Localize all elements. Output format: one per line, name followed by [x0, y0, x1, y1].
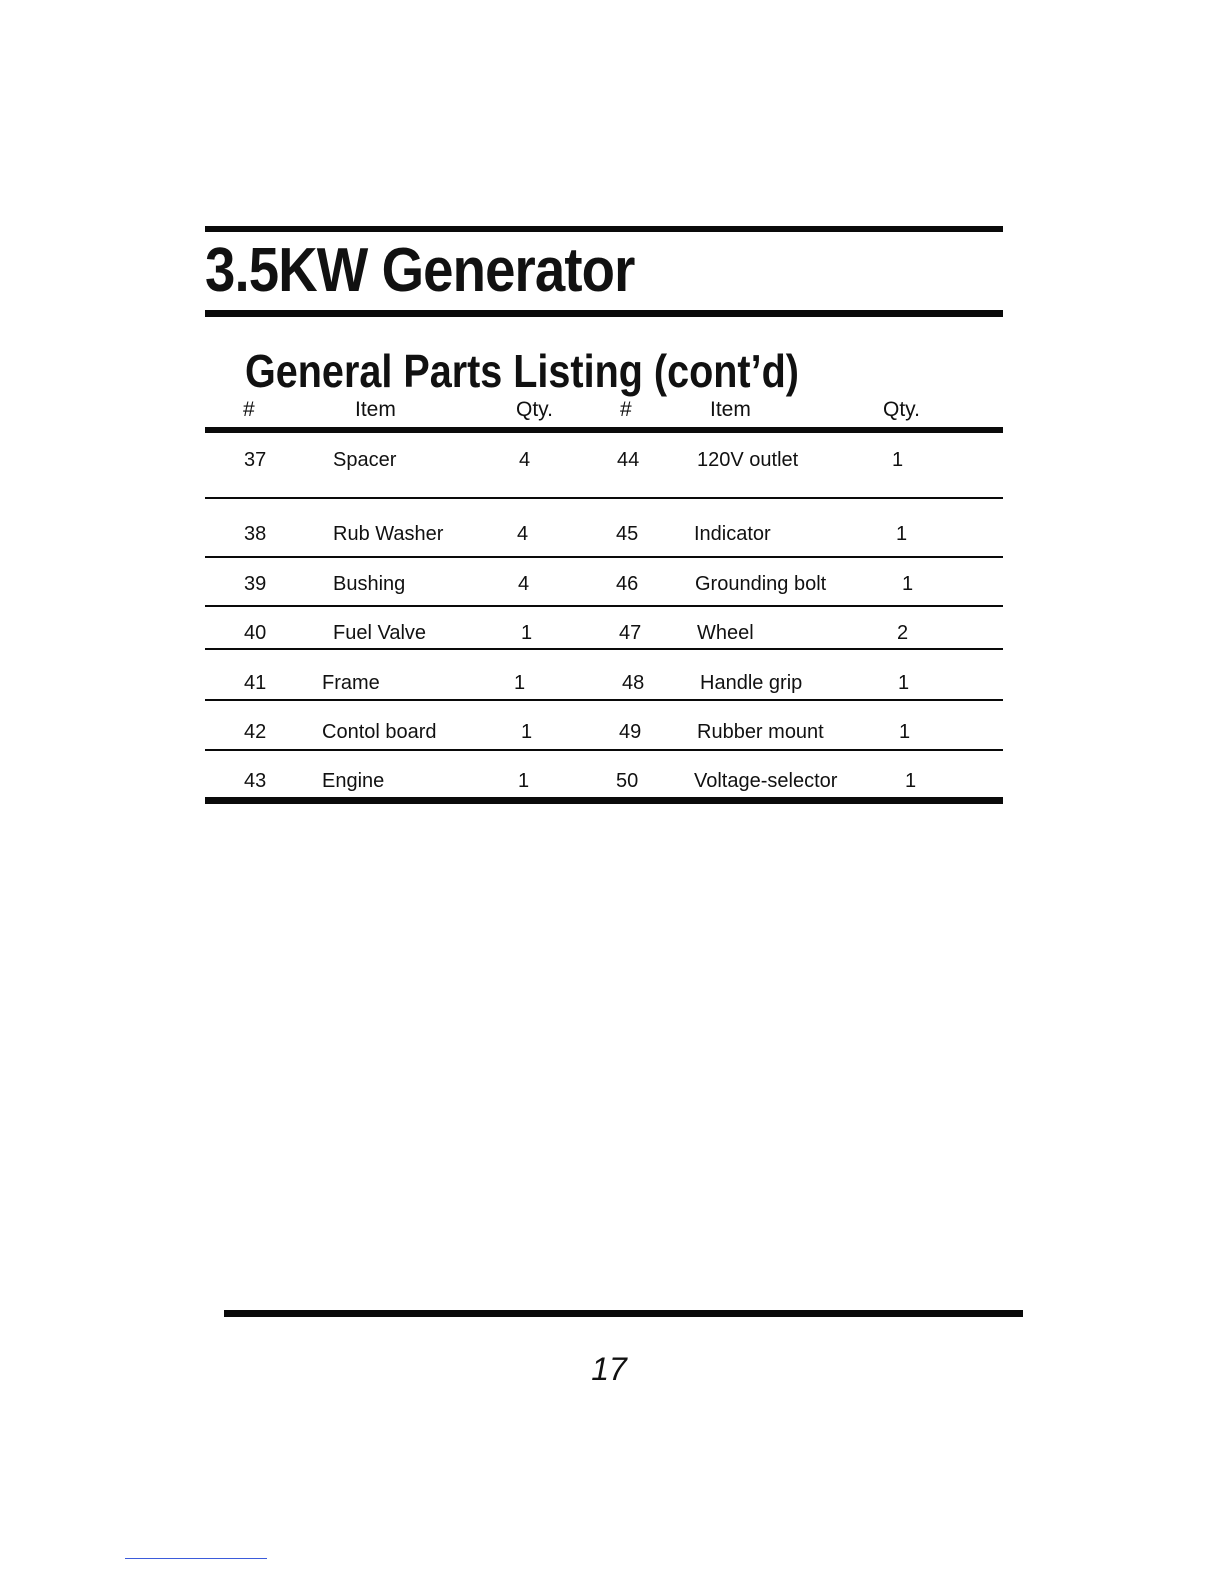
row-item-right: 120V outlet — [697, 449, 799, 471]
row-item-right: Handle grip — [700, 672, 803, 694]
row-num-left: 39 — [244, 573, 267, 595]
row-num-left: 37 — [244, 449, 267, 471]
header-qty-right: Qty. — [883, 398, 920, 421]
header-num-left: # — [243, 398, 255, 421]
row-qty-left: 4 — [518, 573, 530, 595]
row-num-left: 41 — [244, 672, 267, 694]
table-bottom-rule — [205, 797, 1003, 804]
row-item-left: Bushing — [333, 573, 406, 595]
row-num-right: 45 — [616, 523, 639, 545]
header-qty-left: Qty. — [516, 398, 553, 421]
row-item-right: Rubber mount — [697, 721, 824, 743]
footer-rule — [224, 1310, 1023, 1317]
row-qty-left: 1 — [521, 622, 533, 644]
row-item-right: Wheel — [697, 622, 754, 644]
row-qty-right: 1 — [902, 573, 914, 595]
row-item-left: Contol board — [322, 721, 437, 743]
page-number: 17 — [591, 1351, 627, 1387]
header-item-right: Item — [710, 398, 751, 421]
row-num-right: 44 — [617, 449, 640, 471]
row-divider — [205, 497, 1003, 499]
row-qty-right: 1 — [892, 449, 904, 471]
row-qty-right: 1 — [896, 523, 908, 545]
row-qty-left: 1 — [514, 672, 526, 694]
row-qty-right: 1 — [905, 770, 917, 792]
row-item-right: Voltage-selector — [694, 770, 838, 792]
header-num-right: # — [620, 398, 632, 421]
row-num-left: 42 — [244, 721, 267, 743]
row-num-right: 48 — [622, 672, 645, 694]
row-item-left: Engine — [322, 770, 385, 792]
row-qty-left: 4 — [517, 523, 529, 545]
row-qty-right: 1 — [899, 721, 911, 743]
title-top-rule — [205, 226, 1003, 232]
row-qty-right: 1 — [898, 672, 910, 694]
row-divider — [205, 749, 1003, 751]
row-qty-left: 4 — [519, 449, 531, 471]
row-num-left: 40 — [244, 622, 267, 644]
row-item-left: Frame — [322, 672, 380, 694]
row-divider — [205, 648, 1003, 650]
row-num-left: 38 — [244, 523, 267, 545]
section-title: General Parts Listing (cont’d) — [245, 345, 799, 397]
row-num-right: 49 — [619, 721, 642, 743]
title-bottom-rule — [205, 310, 1003, 317]
row-divider — [205, 605, 1003, 607]
row-num-left: 43 — [244, 770, 267, 792]
row-qty-left: 1 — [521, 721, 533, 743]
row-num-right: 47 — [619, 622, 642, 644]
row-item-right: Indicator — [694, 523, 771, 545]
row-num-right: 46 — [616, 573, 639, 595]
row-item-left: Spacer — [333, 449, 397, 471]
row-qty-right: 2 — [897, 622, 909, 644]
table-header-rule — [205, 427, 1003, 433]
row-item-left: Fuel Valve — [333, 622, 427, 644]
row-divider — [205, 556, 1003, 558]
hyperlink-underline[interactable] — [125, 1558, 267, 1559]
row-qty-left: 1 — [518, 770, 530, 792]
header-item-left: Item — [355, 398, 396, 421]
page-title: 3.5KW Generator — [205, 236, 635, 305]
row-divider — [205, 699, 1003, 701]
row-num-right: 50 — [616, 770, 639, 792]
row-item-right: Grounding bolt — [695, 573, 827, 595]
row-item-left: Rub Washer — [333, 523, 444, 545]
